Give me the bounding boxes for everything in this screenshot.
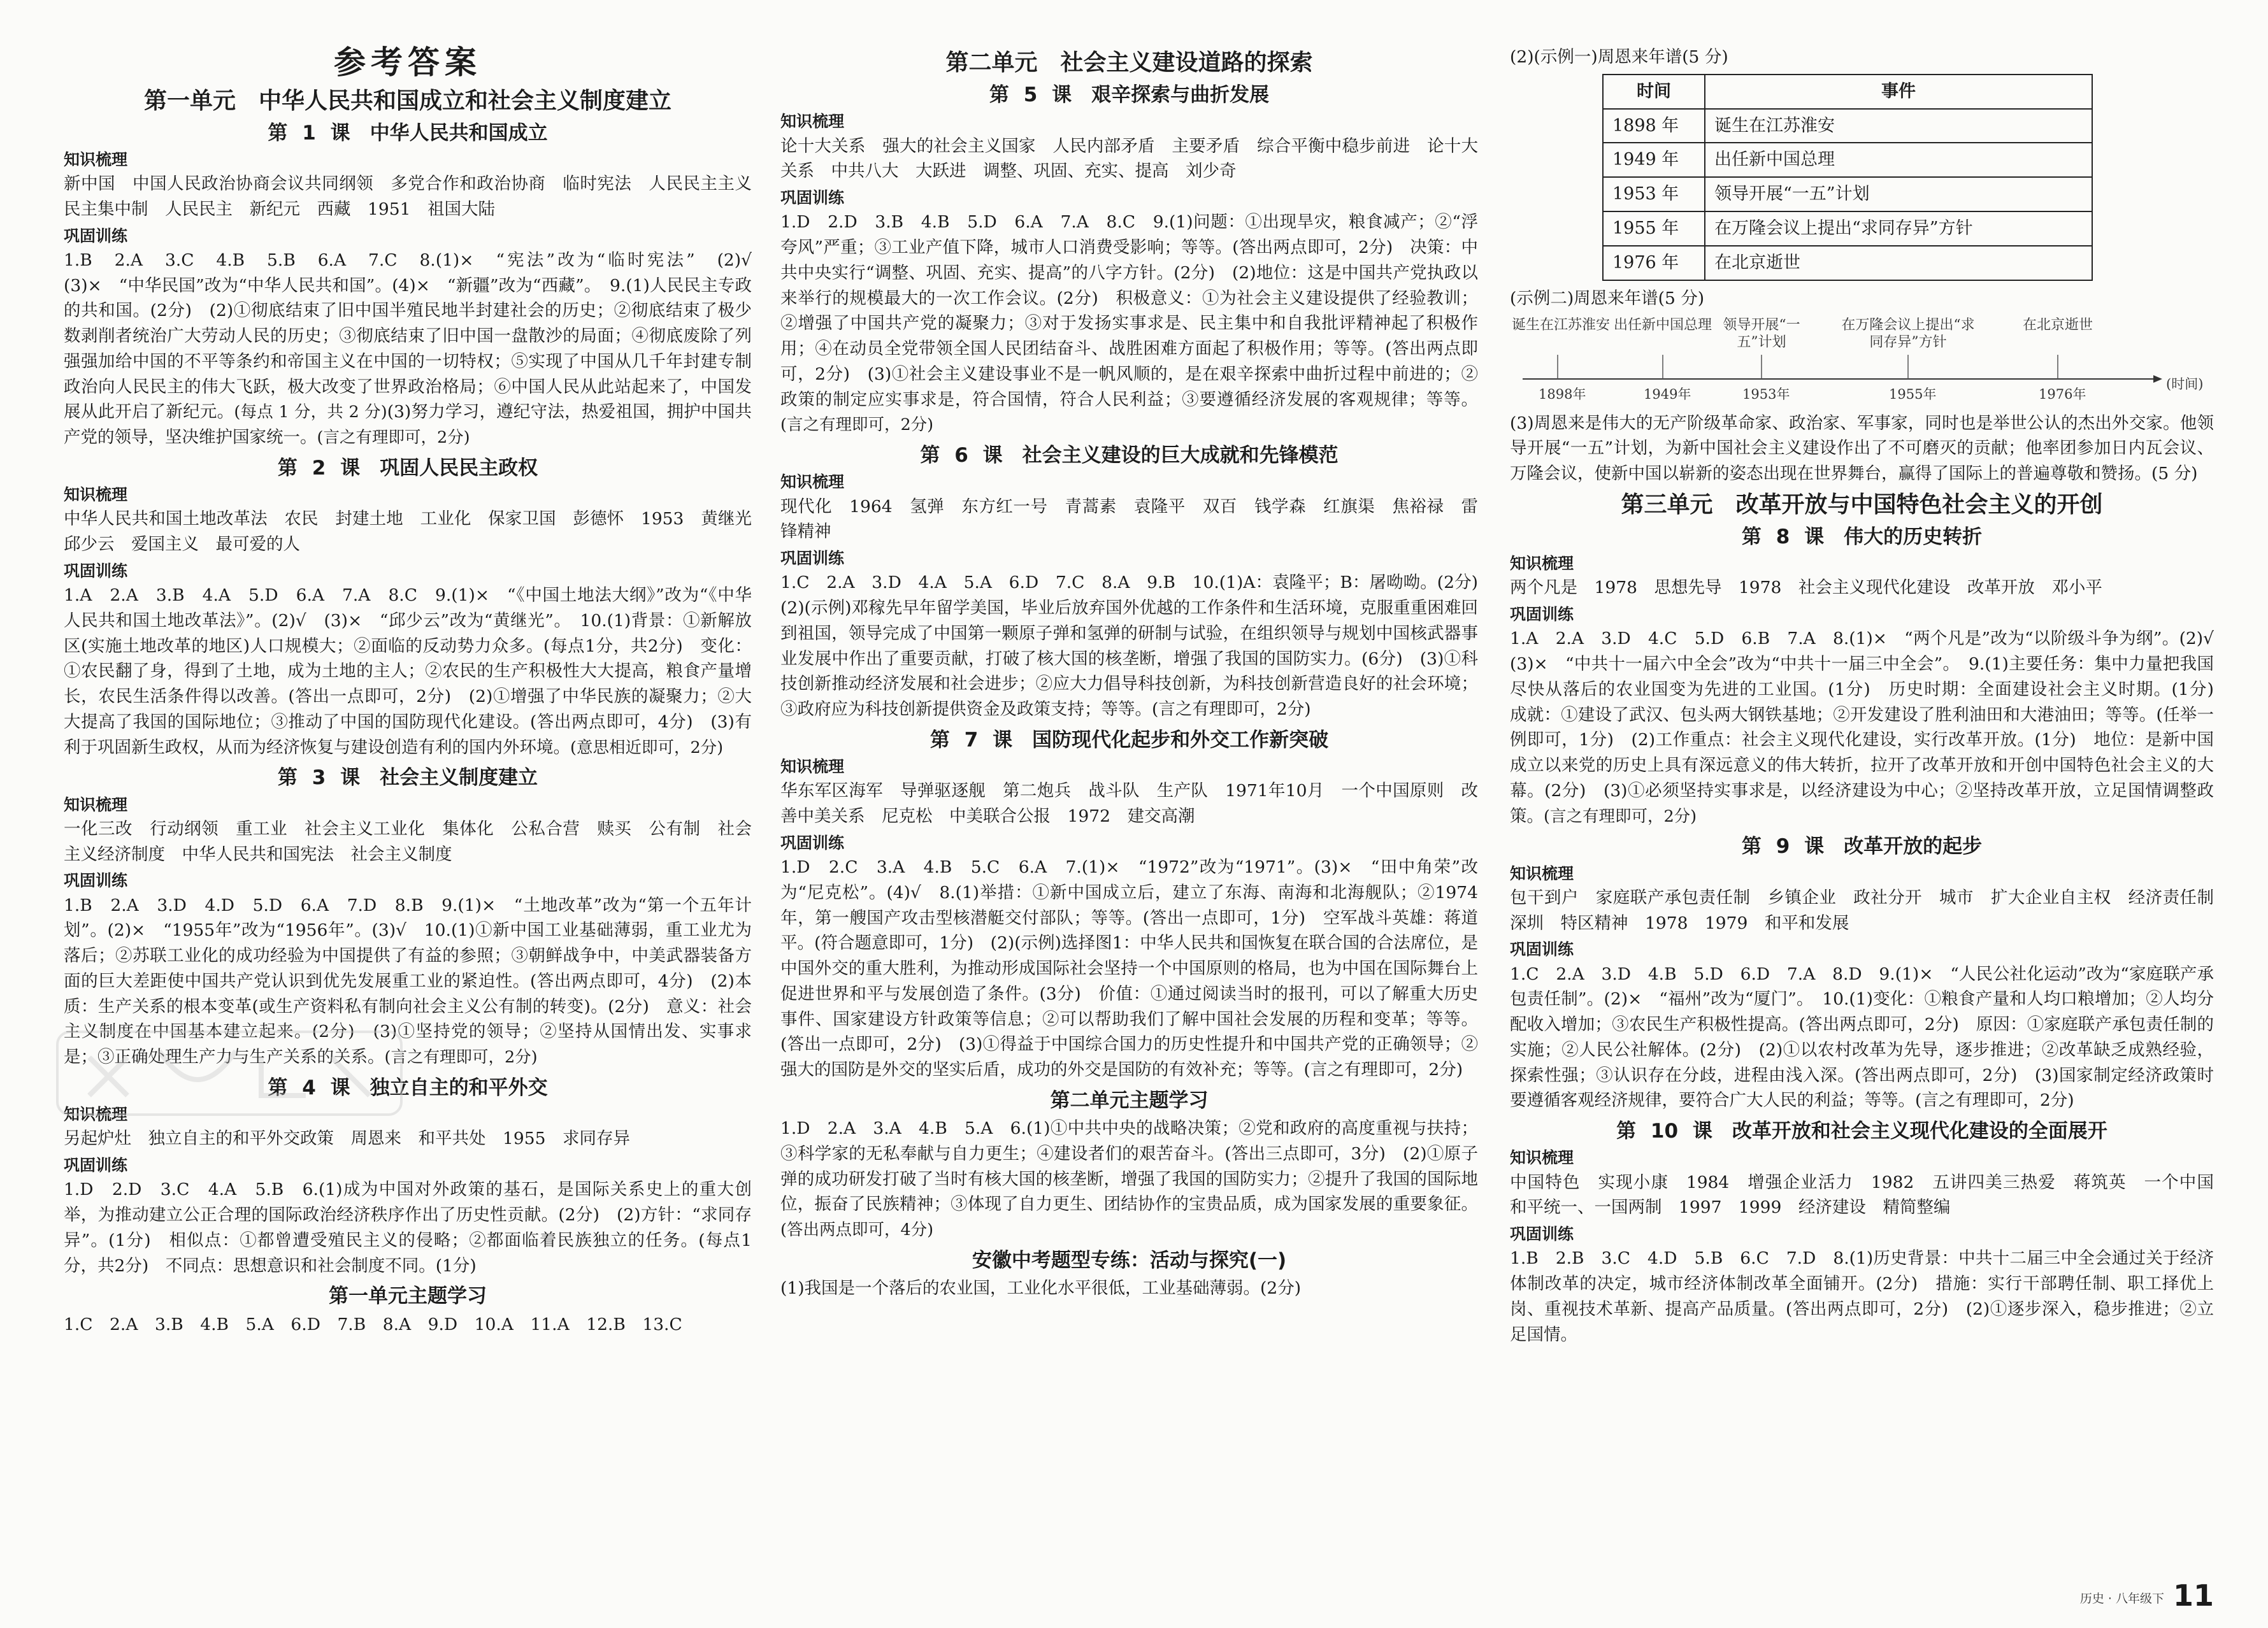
anhui-exam-title: 安徽中考题型专练：活动与探究(一) (972, 1248, 1287, 1272)
timeline-event-1953: 领导开展“一五”计划 (1723, 317, 1800, 351)
lesson9-practice-text: 1.C 2.A 3.D 4.B 5.D 6.D 7.A 8.D 9.(1)× “人民公社化运动”改为“家庭联产承包责任制”。(2)× “福州”改为“厦门”。 10.(1)变化：①粮食产量和人均口粮增加；②人均分配收入增加；③农民生产积极性提高。(答出两点即可，2分) 原因：①家庭联产承包责任制的实施；②人民公社解体。(2分) (2)①以农村改革为先导，逐步推进；②改革缺乏成熟经验，探索性强；③认识存在分歧，进程由浅入深。(答出两点即可，2分) (3)国家制定经济政策时要遵循客观经济规律，要符合广大人民的利益；等等。(言之有理即可，2分) (1510, 964, 2214, 1111)
lesson1-title: 第 1 课 中华人民共和国成立 (268, 121, 548, 145)
lesson8-practice-body: 1.A 2.A 3.D 4.C 5.D 6.B 7.A 8.(1)× “两个凡是”改为“以阶级斗争为纲”。(2)√ (3)× “中共十一届六中全会”改为“中共十一届三中全会”。 9.(1)主要任务：集中力量把我国尽快从落后的农业国变为先进的工业国。(1分) 历史时期：全面建设社会主义时期。(1分) 成就：①建设了武汉、包头两大钢铁基地；②开发建设了胜利油田和大港油田；等等。(任举一例即可，1分) (2)工作重点：社会主义现代化建设，实行改革开放。(1分) 地位：是新中国成立以来党的历史上具有深远意义的伟大转折，拉开了改革开放和开创中国特色社会主义的大幕。(2分) (3)①必须坚持实事求是，以经济建设为中心；②坚持改革开放，立足国情调整政策。 (1510, 629, 2231, 826)
table-row (1603, 246, 2092, 280)
lesson1-practice-text (64, 248, 769, 450)
lesson3-practice-text (64, 893, 752, 1070)
timeline-event-1976: 在北京逝世 (2022, 317, 2093, 333)
example2-intro: (示例二)周恩来年谱(5 分) (1510, 288, 1705, 308)
timeline-arrow-icon (2153, 375, 2162, 383)
column-left (64, 44, 769, 1586)
lesson8-title: 第 8 课 伟大的历史转折 (1741, 525, 1983, 548)
lesson5-practice-label: 巩固训练 (780, 189, 845, 208)
lesson1-practice-note1: (每点 1 分，共 2 分) (234, 403, 387, 422)
lesson2-knowledge-label: 知识梳理 (64, 485, 128, 504)
lesson8-practice-text (1510, 626, 2231, 829)
page-title: 参考答案 (334, 44, 482, 81)
lesson7-practice-label: 巩固训练 (780, 833, 845, 852)
lesson2-title: 第 2 课 巩固人民民主政权 (277, 456, 538, 480)
zhou-enlai-chronology-table (1602, 74, 2093, 281)
table-cell-year: 1898 年 (1603, 109, 1705, 143)
column-right (1510, 45, 2231, 1586)
lesson9-title: 第 9 课 改革开放的起步 (1741, 835, 1983, 859)
lesson2-practice-body: 1.A 2.A 3.B 4.A 5.D 6.A 7.A 8.C 9.(1)× “《中国土地法大纲》”改为“《中华人民共和国土地改革法》”。(2)√ (3)× “邱少云”改为“黄继光”。 10.(1)背景：①新解放区(实施土地改革的地区)人口规模大；②面临的反动势力众多。(每点1分，共2分) 变化：①农民翻了身，得到了土地，成为土地的主人；②农民的生产积极性大大提高，粮食产量增长，农民生活条件得以改善。(答出一点即可，2分) (2)①增强了中华民族的凝聚力；②大大提高了我国的国际地位；③推动了中国的国防现代化建设。(答出两点即可，4分) (3)有利于巩固新生政权，从而为经济恢复与建设创造有利的国内外环境。 (64, 585, 752, 757)
table-cell-year: 1949 年 (1603, 143, 1705, 177)
lesson3-practice-note: (言之有理即可，2分) (384, 1048, 538, 1067)
timeline-event-1949: 出任新中国总理 (1613, 317, 1712, 333)
lesson10-practice-text: 1.B 2.B 3.C 4.D 5.B 6.C 7.D 8.(1)历史背景：中共十二届三中全会通过关于经济体制改革的决定，城市经济体制改革全面铺开。(2分) 措施：实行干部聘任制、职工择优上岗、重视技术革新、提高产品质量。(答出两点即可，2分) (2)①逐步深入，稳步推进；②立足国情。 (1510, 1248, 2214, 1345)
table-row (1603, 211, 2092, 246)
lesson8-knowledge-label: 知识梳理 (1510, 554, 1574, 573)
page-number: 11 (2172, 1578, 2214, 1613)
timeline-axis-label: (时间) (2166, 376, 2204, 392)
lesson5-knowledge-text: 论十大关系 强大的社会主义国家 人民内部矛盾 主要矛盾 综合平衡中稳步前进 论十大关系 中共八大 大跃进 调整、巩固、充实、提高 刘少奇 (780, 136, 1478, 182)
table-row (1603, 177, 2092, 211)
lesson1-practice-label: 巩固训练 (64, 226, 128, 245)
lesson8-practice-label: 巩固训练 (1510, 605, 1574, 624)
lesson7-knowledge-text: 华东军区海军 导弹驱逐舰 第二炮兵 战斗队 生产队 1971年10月 一个中国原则 改善中美关系 尼克松 中美联合公报 1972 建交高潮 (780, 781, 1478, 827)
timeline-event-1955: 在万隆会议上提出“求同存异”方针 (1841, 317, 1975, 351)
lesson3-knowledge-label: 知识梳理 (64, 795, 128, 814)
lesson4-knowledge-text: 另起炉灶 独立自主的和平外交政策 周恩来 和平共处 1955 求同存异 (64, 1129, 630, 1149)
lesson3-practice-label: 巩固训练 (64, 871, 128, 890)
timeline-year-1898: 1898年 (1539, 386, 1586, 402)
table-cell-year: 1976 年 (1603, 246, 1705, 280)
question3-answer: (3)周恩来是伟大的无产阶级革命家、政治家、军事家，同时也是举世公认的杰出外交家。他领导开展“一五”计划，为新中国社会主义建设作出了不可磨灭的贡献；他率团参加日内瓦会议、万隆会议，使新中国以崭新的姿态出现在世界舞台，赢得了国际上的普遍尊敬和赞扬。(5 分) (1510, 413, 2214, 484)
lesson3-knowledge-text: 一化三改 行动纲领 重工业 社会主义工业化 集体化 公私合营 赎买 公有制 社会主义经济制度 中华人民共和国宪法 社会主义制度 (64, 818, 752, 864)
table-header-event: 事件 (1705, 75, 2092, 109)
table-header-row (1603, 75, 2092, 109)
lesson2-practice-label: 巩固训练 (64, 561, 128, 580)
lesson10-knowledge-label: 知识梳理 (1510, 1148, 1574, 1167)
anhui-exam-text: (1)我国是一个落后的农业国，工业化水平很低，工业基础薄弱。(2分) (780, 1278, 1302, 1299)
lesson6-knowledge-text: 现代化 1964 氢弹 东方红一号 青蒿素 袁隆平 双百 钱学森 红旗渠 焦裕禄 雷锋精神 (780, 496, 1478, 542)
table-cell-year: 1955 年 (1603, 211, 1705, 246)
page-footer (2079, 1578, 2214, 1613)
table-row (1603, 143, 2092, 177)
table-row (1603, 109, 2092, 143)
timeline-year-1949: 1949年 (1644, 386, 1691, 402)
lesson5-practice-text (780, 210, 1478, 438)
lesson6-title: 第 6 课 社会主义建设的巨大成就和先锋模范 (920, 444, 1339, 468)
unit1-theme-text: 1.C 2.A 3.B 4.B 5.A 6.D 7.B 8.A 9.D 10.A 11.A 12.B 13.C (64, 1314, 682, 1334)
footer-book-label: 历史 · 八年级下 (2079, 1592, 2164, 1606)
lesson9-knowledge-text: 包干到户 家庭联产承包责任制 乡镇企业 政社分开 城市 扩大企业自主权 经济责任制 深圳 特区精神 1978 1979 和平和发展 (1510, 887, 2231, 933)
lesson6-practice-label: 巩固训练 (780, 549, 845, 568)
timeline-event-1898: 诞生在江苏淮安 (1511, 317, 1610, 333)
lesson8-practice-note: (言之有理即可，2分) (1544, 806, 1697, 826)
lesson4-knowledge-label: 知识梳理 (64, 1105, 128, 1124)
unit2-theme-body: 1.D 2.A 3.A 4.B 5.A 6.(1)①中共中央的战略决策；②党和政府的高度重视与扶持；③科学家的无私奉献与自力更生；④建设者们的艰苦奋斗。(答出三点即可，3分) (2)①原子弹的成功研发打破了当时有核大国的核垄断，增强了我国的国防实力；②提升了我国的国际地位，振奋了民族精神；③体现了自力更生、团结协作的宝贵品质，成为国家发展的重要象征。 (780, 1118, 1478, 1215)
lesson10-title: 第 10 课 改革开放和社会主义现代化建设的全面展开 (1616, 1120, 2107, 1143)
lesson4-title: 第 4 课 独立自主的和平外交 (268, 1076, 548, 1099)
zhou-enlai-timeline (1510, 315, 2214, 404)
lesson5-title: 第 5 课 艰辛探索与曲折发展 (989, 83, 1270, 106)
lesson2-knowledge-text: 中华人民共和国土地改革法 农民 封建土地 工业化 保家卫国 彭德怀 1953 黄继光 邱少云 爱国主义 最可爱的人 (64, 509, 769, 555)
lesson4-practice-label: 巩固训练 (64, 1156, 128, 1175)
lesson1-knowledge-text: 新中国 中国人民政治协商会议共同纲领 多党合作和政治协商 临时宪法 人民民主主义 民主集中制 人民民主 新纪元 西藏 1951 祖国大陆 (64, 174, 769, 219)
lesson1-knowledge-label: 知识梳理 (64, 150, 128, 169)
lesson9-practice-label: 巩固训练 (1510, 940, 1574, 959)
table-cell-event: 在北京逝世 (1705, 246, 2092, 280)
lesson7-practice-text: 1.D 2.C 3.A 4.B 5.C 6.A 7.(1)× “1972”改为“1971”。(3)× “田中角荣”改为“尼克松”。(4)√ 8.(1)举措：①新中国成立后，建立了东海、南海和北海舰队；②1974年，第一艘国产攻击型核潜艇交付部队；等等。(答出一点即可，1分) 空军战斗英雄：蒋道平。(符合题意即可，1分) (2)(示例)选择图1：中华人民共和国恢复在联合国的合法席位，是中国外交的重大胜利，为推动形成国际社会坚持一个中国原则的格局，也为中国在国际舞台上促进世界和平与发展创造了条件。(3分) 价值：①通过阅读当时的报刊，可以了解重大历史事件、国家建设方针政策等信息；②可以帮助我们了解中国社会发展的历程和变革；等等。(答出一点即可，2分) (3)①得益于中国综合国力的历史性提升和中国共产党的正确领导；②强大的国防是外交的坚实后盾，成功的外交是国防的有效补充；等等。(言之有理即可，2分) (780, 857, 1478, 1080)
table-cell-event: 出任新中国总理 (1705, 143, 2092, 177)
timeline-year-1955: 1955年 (1889, 386, 1937, 402)
lesson5-practice-note: (言之有理即可，2分) (780, 415, 934, 435)
lesson8-knowledge-text: 两个凡是 1978 思想先导 1978 社会主义现代化建设 改革开放 邓小平 (1510, 578, 2102, 598)
unit2-theme-note: (答出两点即可，4分) (780, 1220, 934, 1240)
timeline-year-1953: 1953年 (1742, 386, 1790, 402)
lesson5-practice-body: 1.D 2.D 3.B 4.B 5.D 6.A 7.A 8.C 9.(1)问题：①出现旱灾，粮食减产；②“浮夸风”严重；③工业产值下降，城市人口消费受影响；等等。(答出两点即可，2分) 决策：中共中央实行“调整、巩固、充实、提高”的八字方针。(2分) (2)地位：这是中国共产党执政以来举行的规模最大的一次工作会议。(2分) 积极意义：①为社会主义建设提供了经验教训；②增强了中国共产党的凝聚力；③对于发扬实事求是、民主集中和自我批评精神起了积极作用；④在动员全党带领全国人民团结奋斗、战胜困难方面起了积极作用；等等。(答出两点即可，2分) (3)①社会主义建设事业不是一帆风顺的，是在艰辛探索中曲折过程中前进的；②政策的制定应实事求是，符合国情，符合人民利益；③要遵循经济发展的客观规律；等等。 (780, 212, 1478, 410)
lesson1-practice-note2: (言之有理即可，2分) (317, 428, 470, 448)
lesson6-practice-text: 1.C 2.A 3.D 4.A 5.A 6.D 7.C 8.A 9.B 10.(1)A：袁隆平；B：屠呦呦。(2分) (2)(示例)邓稼先早年留学美国，毕业后放弃国外优越的工作条件和生活环境，克服重重困难回到祖国，领导完成了中国第一颗原子弹和氢弹的研制与试验，在组织领导与规划中国核武器事业发展中作出了重要贡献，打破了核大国的核垄断，增强了我国的国防实力。(6分) (3)①科技创新推动经济发展和社会进步；②应大力倡导科技创新，为科技创新营造良好的社会环境；③政府应为科技创新提供资金及政策支持；等等。(言之有理即可，2分) (780, 573, 1495, 720)
unit2-title: 第二单元 社会主义建设道路的探索 (945, 50, 1313, 76)
column-middle (780, 45, 1495, 1586)
timeline-year-1976: 1976年 (2039, 386, 2086, 402)
unit2-theme-title: 第二单元主题学习 (1050, 1089, 1209, 1112)
lesson3-practice-body: 1.B 2.A 3.D 4.D 5.D 6.A 7.D 8.B 9.(1)× “土地改革”改为“第一个五年计划”。(2)× “1955年”改为“1956年”。(3)√ 10.(1)①新中国工业基础薄弱，重工业尤为落后；②苏联工业化的成功经验为中国提供了有益的参照；③朝鲜战争中，中美武器装备方面的巨大差距使中国共产党认识到优先发展重工业的紧迫性。(答出两点即可，4分) (2)本质：生产关系的根本变革(或生产资料私有制向社会主义公有制的转变)。(2分) 意义：社会主义制度在中国基本建立起来。(2分) (3)①坚持党的领导；②坚持从国情出发、实事求是；③正确处理生产力与生产关系的关系。 (64, 895, 752, 1067)
lesson10-knowledge-text: 中国特色 实现小康 1984 增强企业活力 1982 五讲四美三热爱 蒋筑英 一个中国 和平统一、一国两制 1997 1999 经济建设 精简整编 (1510, 1172, 2231, 1218)
table-cell-event: 诞生在江苏淮安 (1705, 109, 2092, 143)
table-header-time: 时间 (1603, 75, 1705, 109)
example1-intro: (2)(示例一)周恩来年谱(5 分) (1510, 47, 1728, 67)
table-cell-event: 在万隆会议上提出“求同存异”方针 (1705, 211, 2092, 246)
table-cell-year: 1953 年 (1603, 177, 1705, 211)
lesson9-knowledge-label: 知识梳理 (1510, 864, 1574, 883)
unit2-theme-text (780, 1116, 1478, 1243)
unit3-title: 第三单元 改革开放与中国特色社会主义的开创 (1621, 491, 2103, 518)
lesson1-practice-body2: (3)努力学习，遵纪守法，热爱祖国，拥护中国共产党的领导，坚决维护国家统一。 (64, 402, 752, 448)
unit1-title: 第一单元 中华人民共和国成立和社会主义制度建立 (143, 87, 671, 114)
lesson7-knowledge-label: 知识梳理 (780, 757, 845, 776)
lesson10-practice-label: 巩固训练 (1510, 1225, 1574, 1244)
lesson4-practice-text: 1.D 2.D 3.C 4.A 5.B 6.(1)成为中国对外政策的基石，是国际关系史上的重大创举，为推动建立公正合理的国际政治经济秩序作出了历史性贡献。(2分) (2)方针：“求同存异”。(1分) 相似点：①都曾遭受殖民主义的侵略；②都面临着民族独立的任务。(每点1分，共2分) 不同点：思想意识和社会制度不同。(1分) (64, 1180, 752, 1276)
table-cell-event: 领导开展“一五”计划 (1705, 177, 2092, 211)
lesson5-knowledge-label: 知识梳理 (780, 112, 845, 131)
lesson1-practice-body: 1.B 2.A 3.C 4.B 5.B 6.A 7.C 8.(1)× “宪法”改为“临时宪法” (2)√ (3)× “中华民国”改为“中华人民共和国”。(4)× “新疆”改为“西藏”。 9.(1)人民民主专政的共和国。(2分) (2)①彻底结束了旧中国半殖民地半封建社会的历史；②彻底结束了极少数剥削者统治广大劳动人民的历史；③彻底结束了旧中国一盘散沙的局面；④彻底废除了列强强加给中国的不平等条约和帝国主义在中国的一切特权；⑤实现了中国从几千年封建专制政治向人民民主的伟大飞跃，极大改变了世界政治格局；⑥中国人民从此站起来了，中国发展从此开启了新纪元。 (64, 250, 769, 422)
lesson2-practice-text (64, 583, 752, 760)
lesson6-knowledge-label: 知识梳理 (780, 473, 845, 492)
lesson2-practice-note: (意思相近即可，2分) (570, 738, 724, 757)
lesson7-title: 第 7 课 国防现代化起步和外交工作新突破 (929, 728, 1329, 752)
lesson3-title: 第 3 课 社会主义制度建立 (277, 766, 538, 790)
unit1-theme-title: 第一单元主题学习 (329, 1285, 487, 1308)
